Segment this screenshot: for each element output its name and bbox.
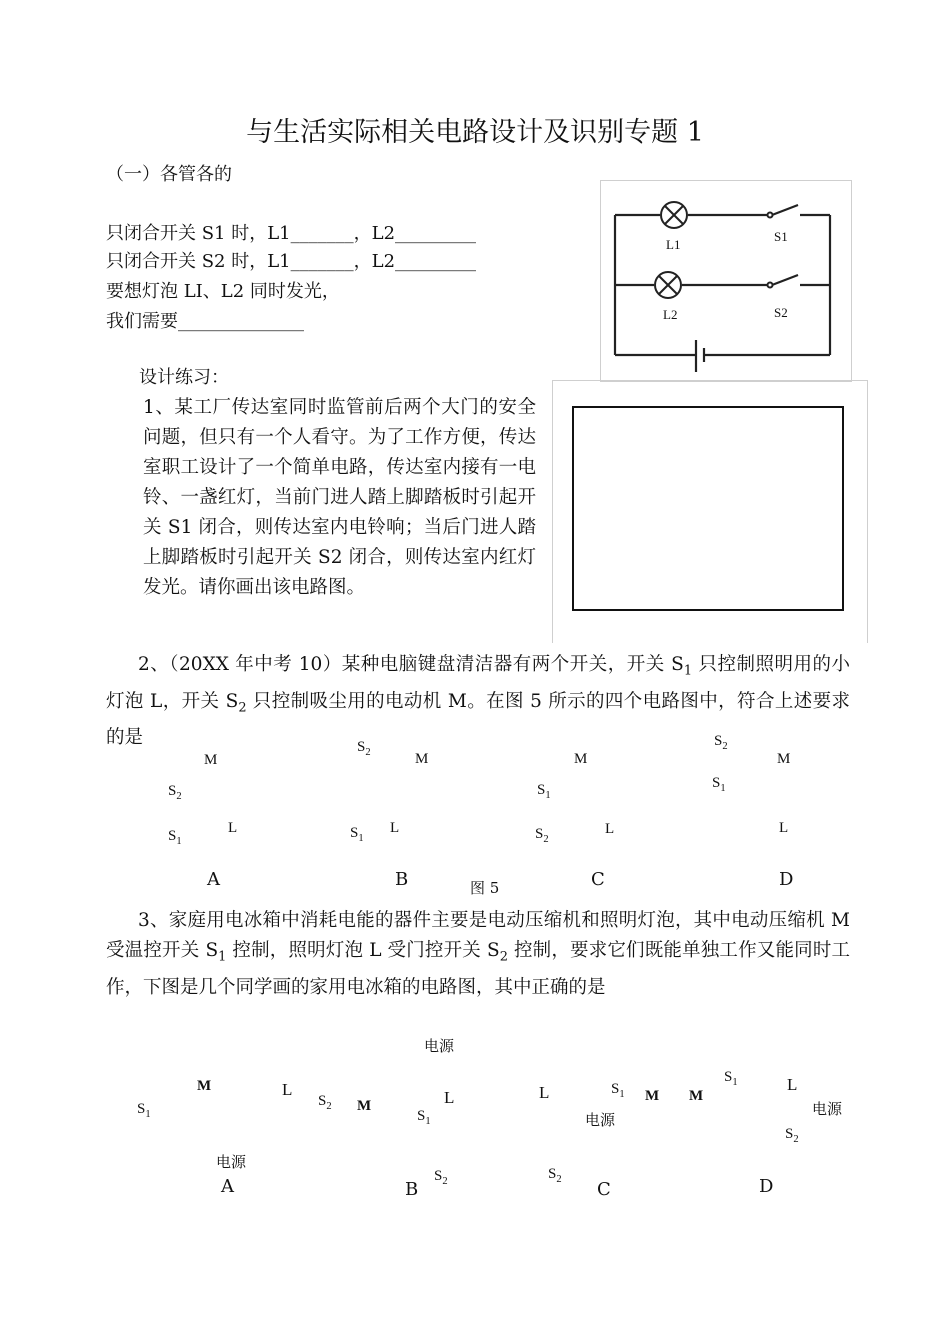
question-2-text [106, 650, 850, 753]
q2-d-l: L [779, 820, 789, 836]
q3-option-b: B [405, 1179, 419, 1200]
page-title: 与生活实际相关电路设计及识别专题 1 [246, 117, 704, 148]
q3-option-a: A [221, 1176, 234, 1197]
q3-c-s1: $S_1$ [611, 1081, 625, 1100]
fill-line-2: 只闭合开关 S2 时，L1_______，L2_________ [106, 251, 477, 272]
q3-a-power: 电源 [216, 1155, 247, 1171]
q3-text-b: 控制，照明灯泡 L 受门控开关 S [226, 940, 500, 961]
q2-option-a: A [207, 869, 220, 890]
q3-a-l: L [282, 1080, 293, 1099]
q3-a-m: M [197, 1078, 212, 1094]
q2-d-m: M [777, 751, 791, 767]
q2-b-m: M [415, 751, 429, 767]
q2-a-s2: $S_2$ [168, 783, 182, 802]
q3-sub-b: 2 [499, 949, 508, 965]
q3-d-s2: $S_2$ [785, 1126, 799, 1145]
q2-a-l: L [228, 820, 238, 836]
q3-option-c: C [597, 1179, 611, 1200]
q3-b-s2: $S_2$ [318, 1093, 332, 1112]
q2-c-l: L [605, 821, 615, 837]
q3-sub-a: 1 [218, 949, 227, 965]
q3-b-l: L [444, 1088, 455, 1107]
q2-text-a: 2、（20XX 年中考 10）某种电脑键盘清洁器有两个开关，开关 S [138, 654, 684, 675]
q3-text-c: 控制，要求它们既能单独工作又能同时工作，下图是几个同学画的家用电冰箱的电路图，其中正确的是 [106, 940, 850, 998]
fill-line-4: 我们需要______________ [106, 311, 304, 332]
q3-b-power: 电源 [424, 1039, 455, 1055]
q3-d-power: 电源 [812, 1102, 843, 1118]
q3-b-m: M [357, 1098, 372, 1114]
q2-b-s1: $S_1$ [350, 825, 364, 844]
q3-c-l: L [539, 1083, 550, 1102]
q3-b-s1: $S_1$ [417, 1108, 431, 1127]
parallel-circuit-diagram [600, 180, 850, 380]
q2-option-c: C [591, 869, 605, 890]
q3-text-a: 3、家庭用电冰箱中消耗电能的器件主要是电动压缩机和照明灯泡，其中电动压缩机 M 受温控开关 S [106, 910, 850, 961]
lamp-l2-label: L2 [663, 307, 678, 322]
figure-5-caption: 图 5 [470, 879, 500, 897]
q2-c-s2: $S_2$ [535, 826, 549, 845]
fill-line-3: 要想灯泡 LI、L2 同时发光， [106, 281, 340, 302]
q3-a-s1: $S_1$ [137, 1101, 151, 1120]
practice-heading: 设计练习： [139, 367, 229, 388]
switch-s2-label: S2 [774, 305, 788, 320]
q3-c-m: M [645, 1088, 660, 1104]
question-1-text: 1、某工厂传达室同时监管前后两个大门的安全问题，但只有一个人看守。为了工作方便，传达室职工设计了一个简单电路，传达室内接有一电铃、一盏红灯，当前门进人踏上脚踏板时引起开关 S1 闭合，则传达室内电铃响；当后门进人踏上脚踏板时引起开关 S2 闭合，则传达室内红灯发光。请你画出该电路图。 [143, 397, 536, 598]
q2-a-s1: $S_1$ [168, 828, 182, 847]
q2-b-l: L [390, 820, 400, 836]
switch-s1-label: S1 [774, 229, 788, 244]
q3-c-s2: $S_2$ [548, 1166, 562, 1185]
q2-option-d: D [779, 869, 794, 890]
fill-line-1: 只闭合开关 S1 时，L1_______，L2_________ [106, 223, 477, 244]
q3-d-s1: $S_1$ [724, 1069, 738, 1088]
section-heading: （一）各管各的 [106, 164, 232, 185]
q2-c-m: M [574, 751, 588, 767]
q2-d-s2: $S_2$ [714, 733, 728, 752]
answer-drawing-area[interactable] [572, 406, 844, 611]
q3-d-m: M [689, 1088, 704, 1104]
q2-sub-a: 1 [683, 663, 693, 679]
q2-d-s1: $S_1$ [712, 775, 726, 794]
q3-b-s2-bottom: $S_2$ [434, 1168, 448, 1187]
q3-option-d: D [759, 1176, 774, 1197]
q2-b-s2: $S_2$ [357, 739, 371, 758]
q3-d-l: L [787, 1075, 798, 1094]
question-3-text [106, 906, 850, 1003]
q2-sub-b: 2 [238, 700, 247, 716]
q2-a-m: M [204, 752, 218, 768]
q2-text-b: 只控制照明用的小灯泡 L，开关 S [106, 654, 850, 712]
q2-c-s1: $S_1$ [537, 782, 551, 801]
q2-option-b: B [395, 869, 409, 890]
q3-c-power: 电源 [585, 1113, 616, 1129]
q2-text-c: 只控制吸尘用的电动机 M。在图 5 所示的四个电路图中，符合上述要求的是 [106, 690, 850, 749]
lamp-l1-label: L1 [666, 237, 681, 252]
